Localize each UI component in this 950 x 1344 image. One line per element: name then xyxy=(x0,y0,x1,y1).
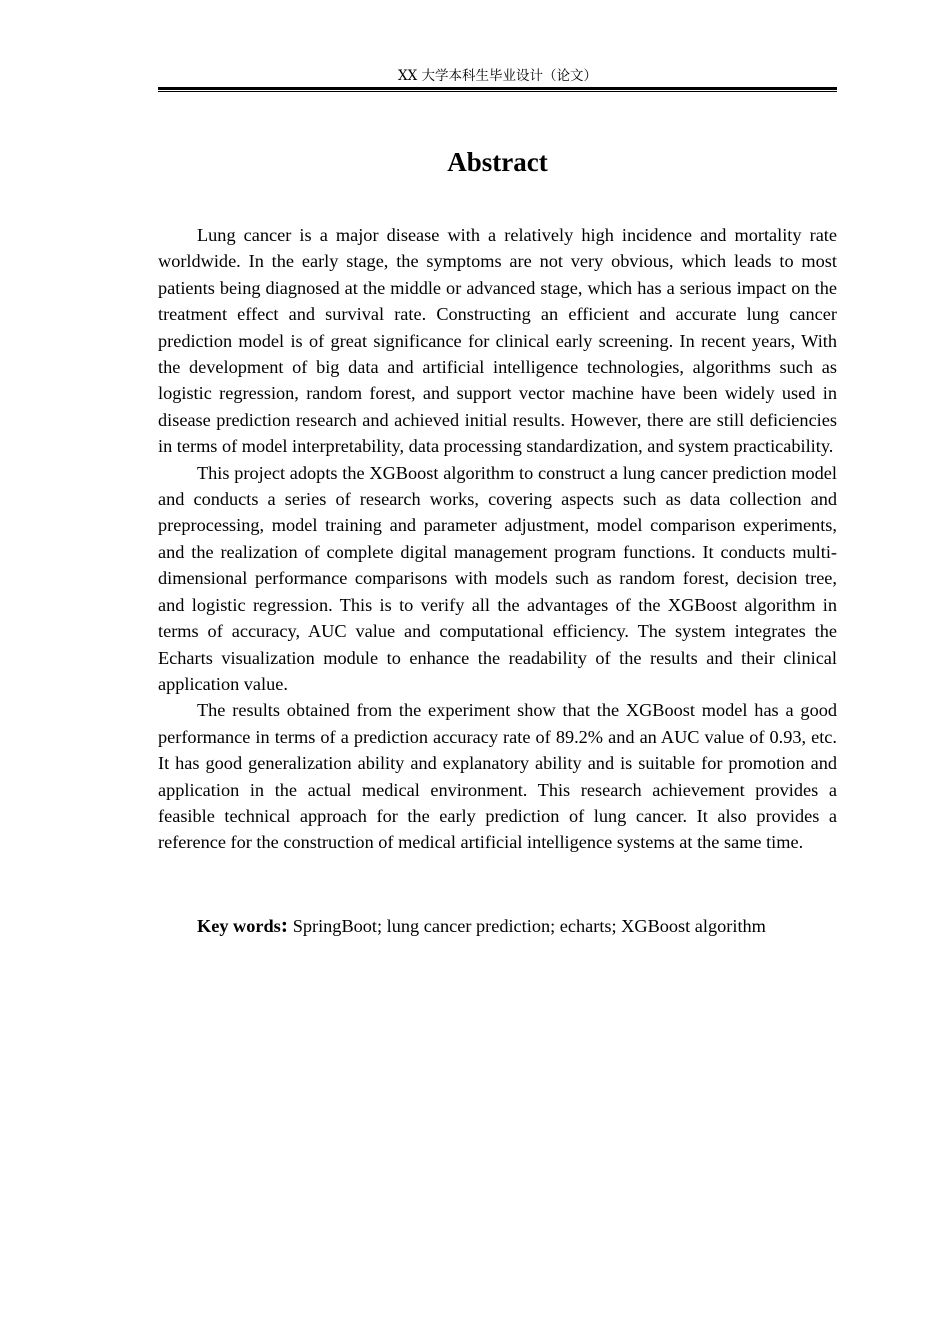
abstract-paragraph-2: This project adopts the XGBoost algorithm to construct a lung cancer prediction model and conducts a series of research works, covering aspects such as data collection and preprocessing, model training and parameter adjustment, model comparison experiments, and the realization of complete digital management program functions. It conducts multi-dimensional performance comparisons with models such as random forest, decision tree, and logistic regression. This is to verify all the advantages of the XGBoost algorithm in terms of accuracy, AUC value and computational efficiency. The system integrates the Echarts visualization module to enhance the readability of the results and their clinical application value. xyxy=(158,462,837,694)
keywords-colon: : xyxy=(280,912,289,937)
header-rule-thin xyxy=(158,91,837,92)
header-rule-thick xyxy=(158,87,837,90)
page-header: XX 大学本科生毕业设计（论文） xyxy=(397,68,597,84)
abstract-body xyxy=(158,222,837,856)
abstract-title: Abstract xyxy=(447,147,548,177)
keywords-value: SpringBoot; lung cancer prediction; echarts; XGBoost algorithm xyxy=(288,916,766,936)
abstract-paragraph-3: The results obtained from the experiment show that the XGBoost model has a good performance in terms of a prediction accuracy rate of 89.2% and an AUC value of 0.93, etc. It has good generalization ability and explanatory ability and is suitable for promotion and application in the actual medical environment. This research achievement provides a feasible technical approach for the early prediction of lung cancer. It also provides a reference for the construction of medical artificial intelligence systems at the same time. xyxy=(158,700,837,853)
keywords-label: Key words xyxy=(197,916,281,936)
keywords-line xyxy=(197,912,837,939)
abstract-paragraph-1: Lung cancer is a major disease with a relatively high incidence and mortality rate worldwide. In the early stage, the symptoms are not very obvious, which leads to most patients being diagnosed at the middle or advanced stage, which has a serious impact on the treatment effect and survival rate. Constructing an efficient and accurate lung cancer prediction model is of great significance for clinical early screening. In recent years, With the development of big data and artificial intelligence technologies, algorithms such as logistic regression, random forest, and support vector machine have been widely used in disease prediction research and achieved initial results. However, there are still deficiencies in terms of model interpretability, data processing standardization, and system practicability. xyxy=(158,225,837,457)
